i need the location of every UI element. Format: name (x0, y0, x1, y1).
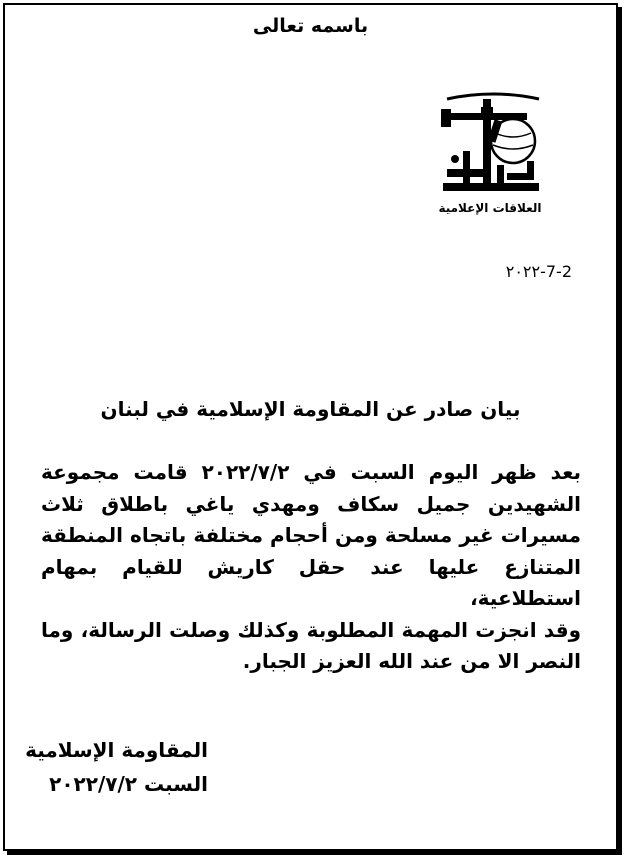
logo-caption: العلاقات الإعلامية (438, 201, 542, 215)
document-date: ٢٠٢٢-7-2 (505, 262, 572, 281)
signature-block (25, 733, 208, 801)
statement-line: الشهيدين جميل سكاف ومهدي ياغي باطلاق ثلاث (41, 491, 581, 516)
document-page (3, 3, 618, 851)
statement-line: بعد ظهر اليوم السبت في ٢٠٢٢/٧/٢ قامت مجموعة (41, 460, 582, 484)
statement-line: المتنازع عليها عند حقل كاريش للقيام بمهام استطلاعية، (41, 554, 581, 610)
signature-name: المقاومة الإسلامية (25, 738, 208, 762)
signature-date: السبت ٢٠٢٢/٧/٢ (49, 772, 208, 796)
basmala-heading: باسمه تعالى (252, 15, 369, 37)
statement-line: النصر الا من عند الله العزيز الجبار. (242, 649, 581, 673)
statement-title: بيان صادر عن المقاومة الإسلامية في لبنان (100, 397, 521, 421)
statement-line: وقد انجزت المهمة المطلوبة وكذلك وصلت الرسالة، وما (41, 617, 581, 642)
statement-line: مسيرات غير مسلحة ومن أحجام مختلفة باتجاه المنطقة (41, 523, 581, 547)
statement-body (41, 457, 581, 678)
